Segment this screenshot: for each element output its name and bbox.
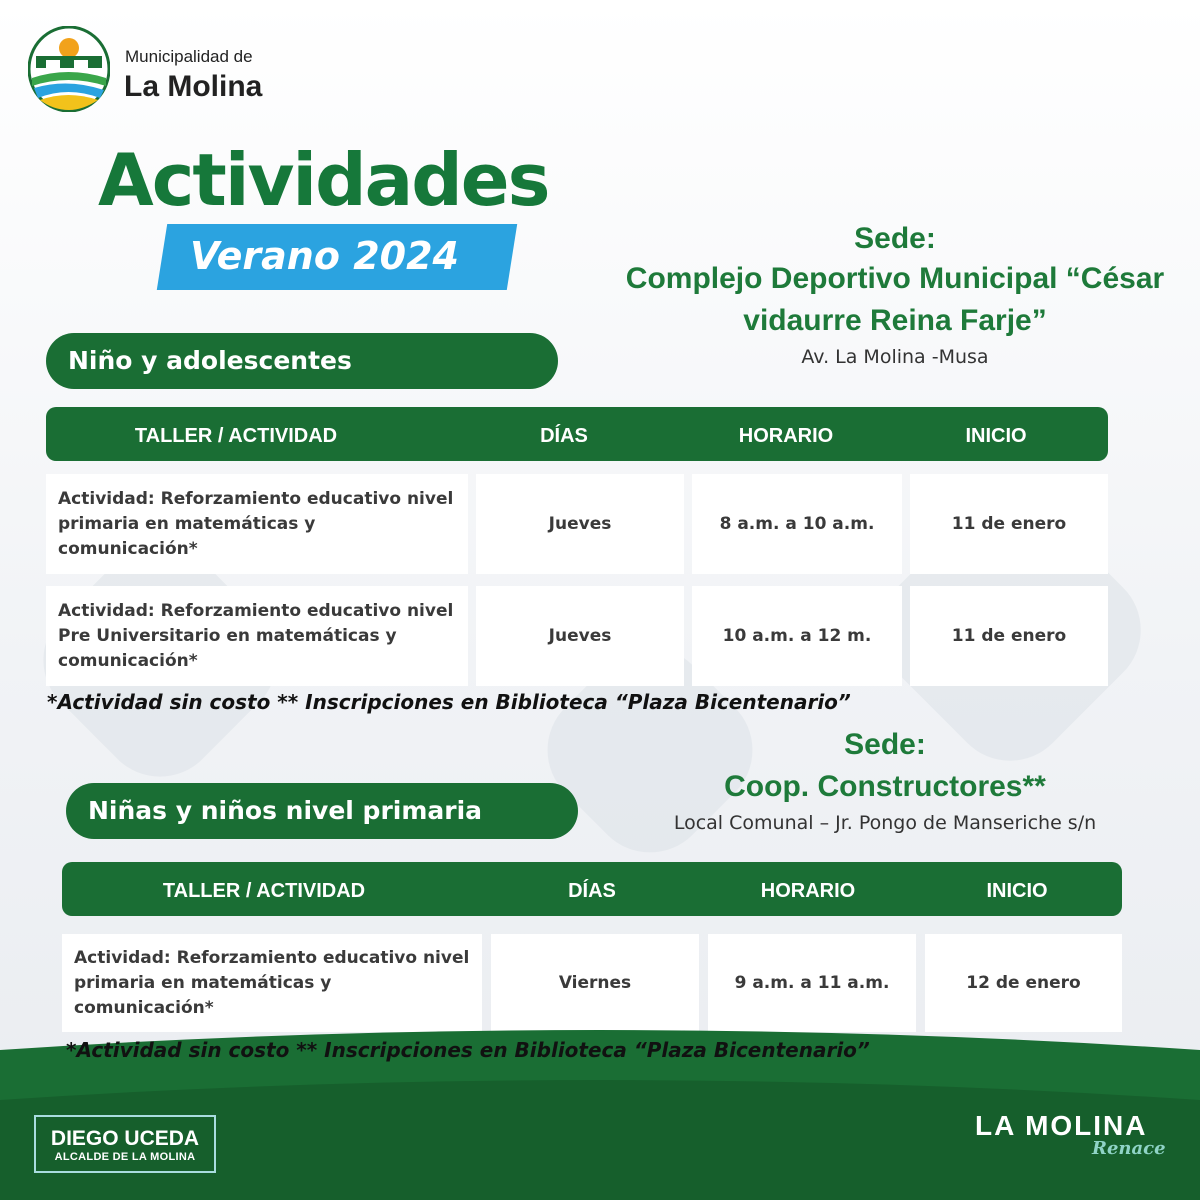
section-pill-ninos-adolescentes: Niño y adolescentes <box>46 333 558 389</box>
table-cell-dias: Jueves <box>476 586 684 686</box>
brand-small-text: Municipalidad de <box>125 47 253 66</box>
table-cell-activity: Actividad: Reforzamiento educativo nivel primaria en matemáticas y comunicación* <box>46 474 468 574</box>
table-cell-dias: Viernes <box>491 934 699 1032</box>
la-molina-logo: LA MOLINA <box>975 1110 1148 1141</box>
footnote: *Actividad sin costo ** Inscripciones en Biblioteca “Plaza Bicentenario” <box>66 1038 870 1062</box>
page-title: Actividades <box>98 138 549 222</box>
table-cell-inicio: 12 de enero <box>925 934 1122 1032</box>
table-cell-horario: 10 a.m. a 12 m. <box>692 586 902 686</box>
sede-label: Sede: <box>854 222 936 255</box>
table-header <box>62 862 1122 916</box>
page-subtitle: Verano 2024 <box>190 234 459 278</box>
sede-block-2 <box>640 728 1130 834</box>
header-dias: DÍAS <box>568 880 616 902</box>
sede-block-1 <box>600 222 1190 368</box>
sede-address: Local Comunal – Jr. Pongo de Manseriche s/n <box>673 812 1097 834</box>
municipality-logo-icon <box>28 26 110 112</box>
footnote: *Actividad sin costo ** Inscripciones en Biblioteca “Plaza Bicentenario” <box>47 690 851 714</box>
header-inicio: INICIO <box>986 880 1048 902</box>
alcalde-name: DIEGO UCEDA <box>50 1127 200 1150</box>
sede-address: Av. La Molina -Musa <box>801 346 989 368</box>
table-cell-activity: Actividad: Reforzamiento educativo nivel Pre Universitario en matemáticas y comunicación* <box>46 586 468 686</box>
sede-name: Coop. Constructores** <box>724 770 1046 803</box>
table-cell-horario: 9 a.m. a 11 a.m. <box>708 934 916 1032</box>
table-cell-dias: Jueves <box>476 474 684 574</box>
alcalde-role: ALCALDE DE LA MOLINA <box>54 1151 196 1163</box>
header-taller: TALLER / ACTIVIDAD <box>134 425 338 447</box>
sede-name-line: Complejo Deportivo Municipal “César <box>625 262 1165 295</box>
brand-name: La Molina <box>124 70 263 103</box>
header-horario: HORARIO <box>760 880 856 902</box>
section-pill-primaria: Niñas y niños nivel primaria <box>66 783 578 839</box>
table-cell-activity: Actividad: Reforzamiento educativo nivel primaria en matemáticas y comunicación* <box>62 934 482 1032</box>
table-cell-horario: 8 a.m. a 10 a.m. <box>692 474 902 574</box>
sede-name-line: vidaurre Reina Farje” <box>743 304 1047 337</box>
header-dias: DÍAS <box>540 425 588 447</box>
header-horario: HORARIO <box>738 425 834 447</box>
header-inicio: INICIO <box>965 425 1027 447</box>
sede-label: Sede: <box>844 728 926 761</box>
la-molina-logo-sub: Renace <box>1092 1138 1166 1159</box>
alcalde-badge <box>34 1115 216 1173</box>
table-cell-inicio: 11 de enero <box>910 586 1108 686</box>
table-header <box>46 407 1108 461</box>
table-cell-inicio: 11 de enero <box>910 474 1108 574</box>
header-taller: TALLER / ACTIVIDAD <box>162 880 366 902</box>
